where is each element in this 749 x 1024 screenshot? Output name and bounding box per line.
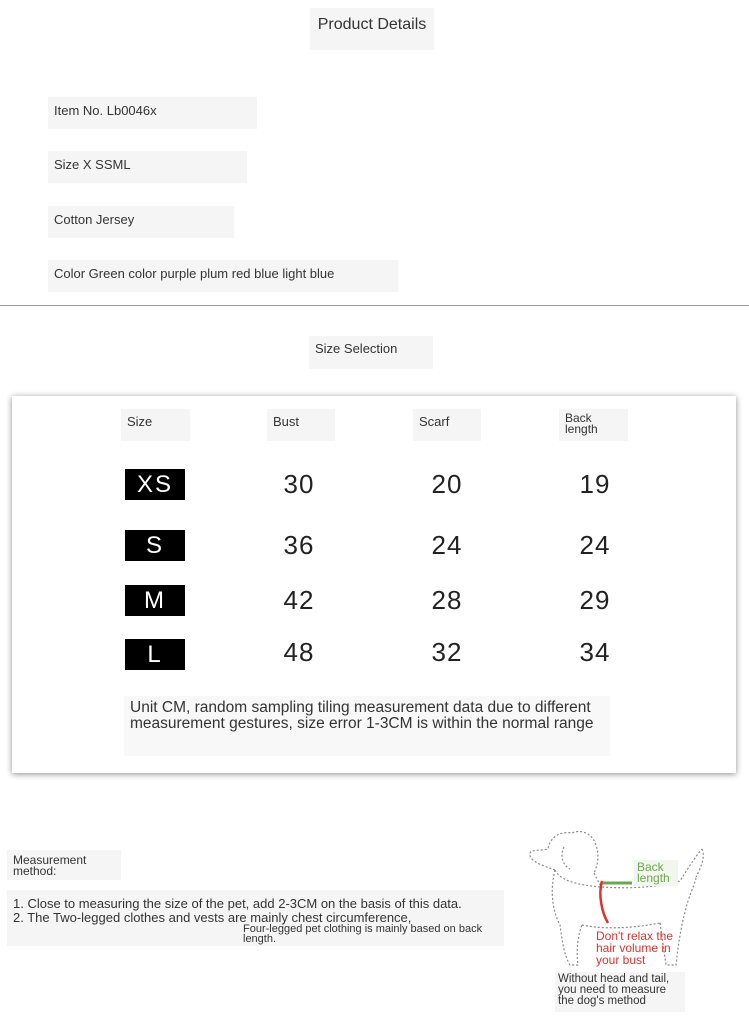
size-table-card <box>12 396 736 773</box>
step-2-continued: Four-legged pet clothing is mainly based on back length. <box>243 923 483 945</box>
measurement-label-box <box>7 850 121 880</box>
back-value: 19 <box>579 469 611 499</box>
size-selection-title: Size Selection <box>309 336 433 369</box>
back-value: 34 <box>579 637 611 667</box>
bust-note: Don't relax the hair volume in your bust <box>596 929 673 967</box>
header-scarf: Scarf <box>413 409 481 441</box>
step-2: 2. The Two-legged clothes and vests are mainly chest circumference, <box>13 910 412 925</box>
scarf-value: 20 <box>431 469 463 499</box>
scarf-value: 28 <box>431 585 463 615</box>
step-1: 1. Close to measuring the size of the pet, add 2-3CM on the basis of this data. <box>13 896 462 911</box>
bust-value: 30 <box>283 469 315 499</box>
back-value: 29 <box>579 585 611 615</box>
page-title: Product Details <box>310 8 434 50</box>
header-size: Size <box>121 409 190 441</box>
scarf-value: 24 <box>431 530 463 560</box>
measurement-steps <box>7 890 504 946</box>
measurement-note: Unit CM, random sampling tiling measurement data due to different measurement gestures, size error 1-3CM is within the normal range <box>124 696 610 756</box>
material-info: Cotton Jersey <box>48 206 234 238</box>
header-bust: Bust <box>267 409 335 441</box>
header-back-length: Back length <box>559 409 628 441</box>
dog-measure-note: Without head and tail, you need to measure the dog's method <box>555 972 685 1012</box>
size-badge-m: M <box>125 585 185 616</box>
bust-value: 36 <box>283 530 315 560</box>
color-info: Color Green color purple plum red blue light blue <box>48 260 398 292</box>
back-value: 24 <box>579 530 611 560</box>
item-number: Item No. Lb0046x <box>48 97 257 129</box>
scarf-value: 32 <box>431 637 463 667</box>
size-badge-xs: XS <box>125 469 185 500</box>
size-badge-s: S <box>125 530 185 561</box>
size-badge-l: L <box>125 639 185 670</box>
size-info: Size X SSML <box>48 151 247 183</box>
measurement-label: Measurement method: <box>13 853 87 878</box>
back-length-label: Back length <box>634 860 678 886</box>
section-divider <box>0 305 749 306</box>
bust-value: 42 <box>283 585 315 615</box>
bust-value: 48 <box>283 637 315 667</box>
